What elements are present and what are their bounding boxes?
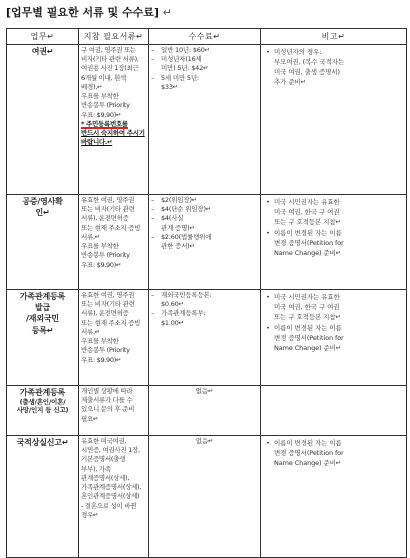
fee-line: – $2.60(법률행위에 xyxy=(161,232,212,241)
note-cell xyxy=(261,386,407,436)
fee-list xyxy=(151,196,258,251)
doc-line: 우표: $9.90)↵ xyxy=(81,260,122,269)
task-label: 가족관계등록 xyxy=(19,388,66,397)
fee-cell: 없음↵ xyxy=(149,386,261,436)
required-docs-cell xyxy=(79,45,149,195)
note-cell xyxy=(261,45,407,195)
doc-line: 우표: $9.90)↵ xyxy=(81,355,122,364)
doc-line: 또는 비자(기타 관련 xyxy=(81,300,135,309)
task-label: 인↵ xyxy=(35,208,50,218)
note-line: 미국 여권, 한국 구 여권 xyxy=(274,208,340,217)
doc-line: 6개월 이내, 흰색 xyxy=(81,73,127,82)
doc-line: 우표를 부착한 xyxy=(81,242,119,251)
task-cell xyxy=(7,436,79,558)
fee-line: – 5세 미만 5년: xyxy=(161,73,199,82)
note-line: 또는 구 호적등본 지참↵ xyxy=(274,313,341,322)
note-line: 추가 준비↵ xyxy=(274,78,307,87)
fee-line: – $2(위임장)↵ xyxy=(161,196,198,204)
doc-line: 부부), 가족 xyxy=(81,464,111,473)
task-label: 공증/영사확 xyxy=(22,197,63,206)
fee-cell xyxy=(149,45,261,195)
header-docs: 지참 필요서류↵ xyxy=(79,29,149,45)
doc-line: 서류), 운전면허증 xyxy=(81,214,129,223)
note-item xyxy=(266,292,404,322)
doc-line: 또는 현재 주소지 증빙 xyxy=(81,318,141,327)
note-cell xyxy=(261,436,407,558)
note-line: 변경 증명서(Petition for xyxy=(274,449,344,458)
fee-line: – 미성년자(16세 xyxy=(161,55,202,64)
fee-cell: 없음↵ xyxy=(149,436,261,558)
header-note: 비고↵ xyxy=(261,29,407,45)
note-line: • 이름이 변경된 자는 이름 xyxy=(274,439,342,447)
note-list xyxy=(263,47,404,87)
doc-line: 비자(기타 관련 서류), xyxy=(81,55,139,64)
fee-line: 관한 증서)↵ xyxy=(161,242,195,251)
fee-item xyxy=(151,46,258,55)
doc-line: - 결혼으로 성이 바뀐 xyxy=(81,501,137,510)
table-row xyxy=(7,386,407,436)
doc-line: 제출서류가 다를 수 xyxy=(81,396,133,405)
task-cell xyxy=(7,45,79,195)
doc-line: 서류), 운전면허증 xyxy=(81,309,129,318)
doc-line: 시민증, 여권사진 1장, xyxy=(81,446,140,455)
task-sublabel: (출생/혼인/이혼/ xyxy=(19,398,66,407)
task-label: 여권↵ xyxy=(31,47,54,56)
fee-line: – 일반 10년: $60↵ xyxy=(161,46,210,54)
note-list xyxy=(263,292,404,353)
header-fee: 수수료↵ xyxy=(149,29,261,45)
task-cell xyxy=(7,386,79,436)
doc-line: 개인별 상황에 따라 xyxy=(81,387,133,395)
note-line: 또는 구 호적등본 지참↵ xyxy=(274,218,341,227)
note-cell xyxy=(261,195,407,290)
note-line: • 이름이 변경된 자는 이름 xyxy=(274,229,342,238)
doc-line: 유효한 여권, 영주권 xyxy=(81,196,135,204)
note-item xyxy=(266,228,404,258)
fee-item xyxy=(151,74,258,92)
doc-line: 반송봉투 (Priority xyxy=(81,346,130,355)
doc-line: 반송봉투 (Priority xyxy=(81,251,130,260)
doc-line: 관계증명서(상세), xyxy=(81,473,130,482)
doc-line: 필요↵ xyxy=(81,414,99,423)
doc-line: 반송봉투 (Priority xyxy=(81,101,130,110)
fee-line: – $4(단순 위임장)↵ xyxy=(161,205,212,214)
doc-line: 또는 비자(기타 관련 xyxy=(81,205,135,214)
doc-line: 기본증명서(출생 xyxy=(81,455,126,464)
note-line: • 미국 시민권자는 유효한 xyxy=(274,293,340,301)
note-line: • 이름이 변경된 자는 이름 xyxy=(274,324,342,333)
page-title xyxy=(6,4,172,20)
doc-line: 서류,↵ xyxy=(81,232,100,241)
doc-warning-line: 반드시 숙지하여 주시기 xyxy=(81,128,145,137)
note-line: • 미성년자의 경우: xyxy=(274,48,322,56)
doc-line: 구 여권, 영주권 또는 xyxy=(81,46,136,54)
note-cell xyxy=(261,290,407,386)
task-label: 발급 xyxy=(34,303,51,313)
note-item xyxy=(266,197,404,227)
task-label: 등록↵ xyxy=(31,325,54,335)
note-item xyxy=(266,47,404,87)
doc-line: 우표를 부착한 xyxy=(81,92,119,101)
note-item xyxy=(266,438,404,468)
task-sublabel: 사망/인지 등 신고) xyxy=(16,406,69,415)
fee-line: $33↵ xyxy=(161,82,179,91)
doc-warning-line: 바랍니다.↵ xyxy=(81,138,113,147)
note-line: 미국 여권, 출생 증명서) xyxy=(274,68,340,77)
doc-line: 또는 현재 주소지 증빙 xyxy=(81,223,141,232)
note-line: • 미국 시민권자는 유효한 xyxy=(274,198,340,206)
doc-line: 있으니 문의 후 준비 xyxy=(81,405,135,414)
required-docs-cell xyxy=(79,386,149,436)
note-line: Name Change) 준비↵ xyxy=(274,459,342,468)
doc-line: 유효한 미국여권, xyxy=(81,437,127,445)
fee-list xyxy=(151,46,258,92)
fee-item xyxy=(151,214,258,232)
doc-line: 경우↵ xyxy=(81,510,99,519)
table-row xyxy=(7,436,407,558)
table-row xyxy=(7,195,407,290)
fee-line: – 가족관계등록부: xyxy=(161,309,206,318)
fee-line: – $4(사실 xyxy=(161,214,184,223)
task-cell xyxy=(7,290,79,386)
fee-cell xyxy=(149,290,261,386)
required-docs-cell xyxy=(79,195,149,290)
fee-line: 관계 증명)↵ xyxy=(161,223,195,232)
fee-line: – 재외국민등록등본: xyxy=(161,291,212,299)
fee-item xyxy=(151,196,258,205)
note-list xyxy=(263,438,404,468)
fee-item xyxy=(151,291,258,309)
task-label: 가족관계등록 xyxy=(19,292,66,301)
required-docs-cell xyxy=(79,290,149,386)
fee-table xyxy=(6,28,407,558)
table-row xyxy=(7,290,407,386)
doc-line: 여권용 사진 1장(최근 xyxy=(81,64,139,73)
note-line: Name Change) 준비↵ xyxy=(274,249,342,258)
doc-line: 배경),↵ xyxy=(81,82,103,91)
note-item xyxy=(266,323,404,353)
note-line: 변경 증명서(Petition for xyxy=(274,239,344,248)
header-row xyxy=(7,29,407,45)
note-list xyxy=(263,197,404,258)
fee-item xyxy=(151,309,258,327)
page-title-text: [업무별 필요한 서류 및 수수료] xyxy=(6,6,159,19)
fee-line: 미만) 5년: $42↵ xyxy=(161,64,209,73)
note-line: 미국 여권, 한국 구 여권 xyxy=(274,303,340,312)
doc-line: 서류,↵ xyxy=(81,327,100,336)
header-task: 업무↵ xyxy=(7,29,79,45)
doc-line: 가족관계증명서(상세), xyxy=(81,483,142,492)
table-row xyxy=(7,45,407,195)
doc-line: 우표: $9.90)↵ xyxy=(81,110,122,119)
note-line: Name Change) 준비↵ xyxy=(274,344,342,353)
doc-line: 우표를 부착한 xyxy=(81,337,119,346)
doc-line: 유효한 여권, 영주권 xyxy=(81,291,135,299)
fee-item xyxy=(151,55,258,73)
fee-cell xyxy=(149,195,261,290)
task-cell xyxy=(7,195,79,290)
doc-warning-line: * 주민등록번호를 xyxy=(81,119,128,128)
required-docs-cell xyxy=(79,436,149,558)
fee-line: $0.60↵ xyxy=(161,300,184,309)
doc-line: 혼인관계증명서(상세) xyxy=(81,492,140,501)
task-label: /재외국민 xyxy=(26,314,59,324)
task-label: 국적상실신고↵ xyxy=(16,438,69,447)
note-line: 변경 증명서(Petition for xyxy=(274,334,344,343)
fee-list xyxy=(151,291,258,328)
note-line: 부모여권, (복수 국적자는 xyxy=(274,58,345,67)
fee-line: $1.00↵ xyxy=(161,318,184,327)
title-paragraph-mark: ↵ xyxy=(162,6,172,19)
fee-item xyxy=(151,233,258,251)
